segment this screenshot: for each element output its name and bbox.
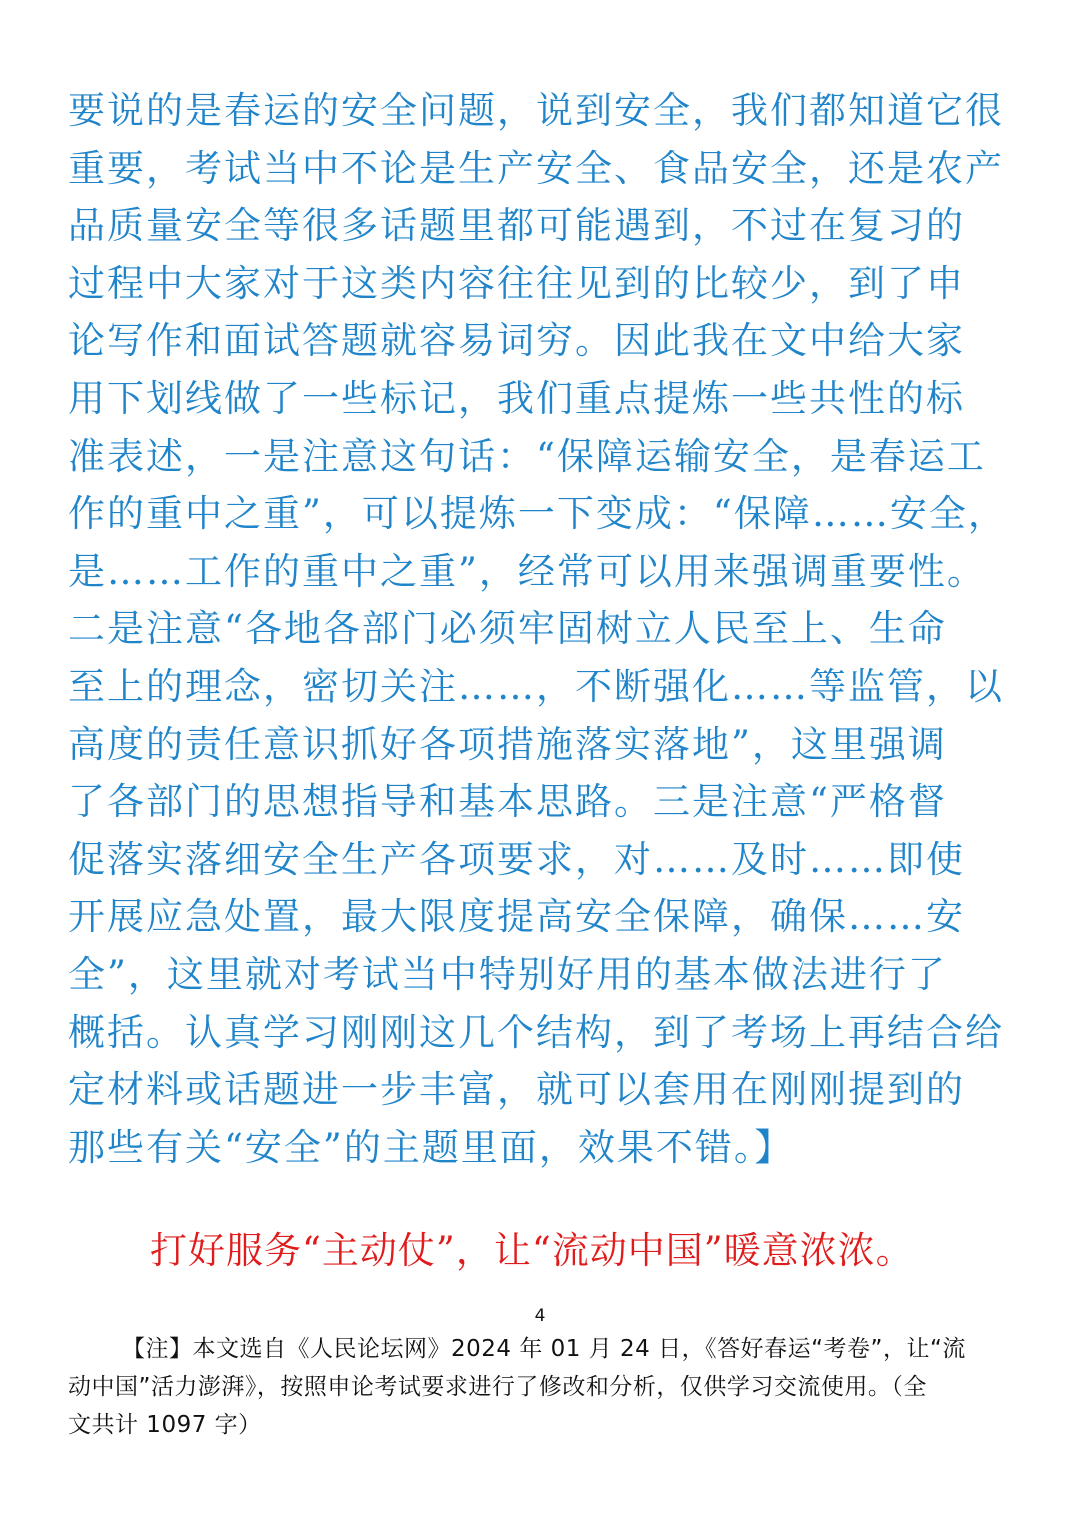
body-line: 至上的理念，密切关注……，不断强化……等监管，以 [68, 664, 1004, 708]
note-line: 文共计 1097 字） [68, 1412, 262, 1438]
body-line: 定材料或话题进一步丰富，就可以套用在刚刚提到的 [68, 1068, 965, 1112]
body-paragraph [68, 82, 1028, 1176]
body-line: 促落实落细安全生产各项要求，对……及时……即使 [68, 837, 965, 881]
body-line: 了各部门的思想指导和基本思路。三是注意“严格督 [68, 780, 947, 824]
body-line: 准表述，一是注意这句话：“保障运输安全，是春运工 [68, 434, 986, 478]
body-line: 品质量安全等很多话题里都可能遇到，不过在复习的 [68, 204, 965, 248]
note-line: 【注】本文选自《人民论坛网》2024 年 01 月 24 日，《答好春运“考卷”，让“流 [122, 1336, 966, 1362]
source-note [68, 1330, 1018, 1444]
body-line: 概括。认真学习刚刚这几个结构，到了考场上再结合给 [68, 1010, 1004, 1054]
body-line: 是……工作的重中之重”，经常可以用来强调重要性。 [68, 549, 986, 593]
body-line: 全”，这里就对考试当中特别好用的基本做法进行了 [68, 952, 947, 996]
body-line: 用下划线做了一些标记，我们重点提炼一些共性的标 [68, 376, 965, 420]
body-line: 作的重中之重”，可以提炼一下变成：“保障……安全， [68, 492, 1007, 536]
body-line: 二是注意“各地各部门必须牢固树立人民至上、生命 [68, 607, 947, 651]
body-line: 开展应急处置，最大限度提高安全保障，确保……安 [68, 895, 965, 939]
body-line: 要说的是春运的安全问题，说到安全，我们都知道它很 [68, 89, 1004, 132]
body-line: 高度的责任意识抓好各项措施落实落地”，这里强调 [68, 722, 947, 766]
body-line: 那些有关“安全”的主题里面，效果不错。】 [68, 1125, 794, 1169]
page-number: 4 [534, 1306, 546, 1326]
red-headline: 打好服务“主动仗”，让“流动中国”暖意浓浓。 [150, 1229, 914, 1272]
body-line: 重要，考试当中不论是生产安全、食品安全，还是农产 [68, 146, 1004, 190]
body-line: 论写作和面试答题就容易词穷。因此我在文中给大家 [68, 319, 965, 363]
body-line: 过程中大家对于这类内容往往见到的比较少，到了申 [68, 261, 965, 305]
note-line: 动中国”活力澎湃》，按照申论考试要求进行了修改和分析，仅供学习交流使用。（全 [68, 1374, 927, 1400]
